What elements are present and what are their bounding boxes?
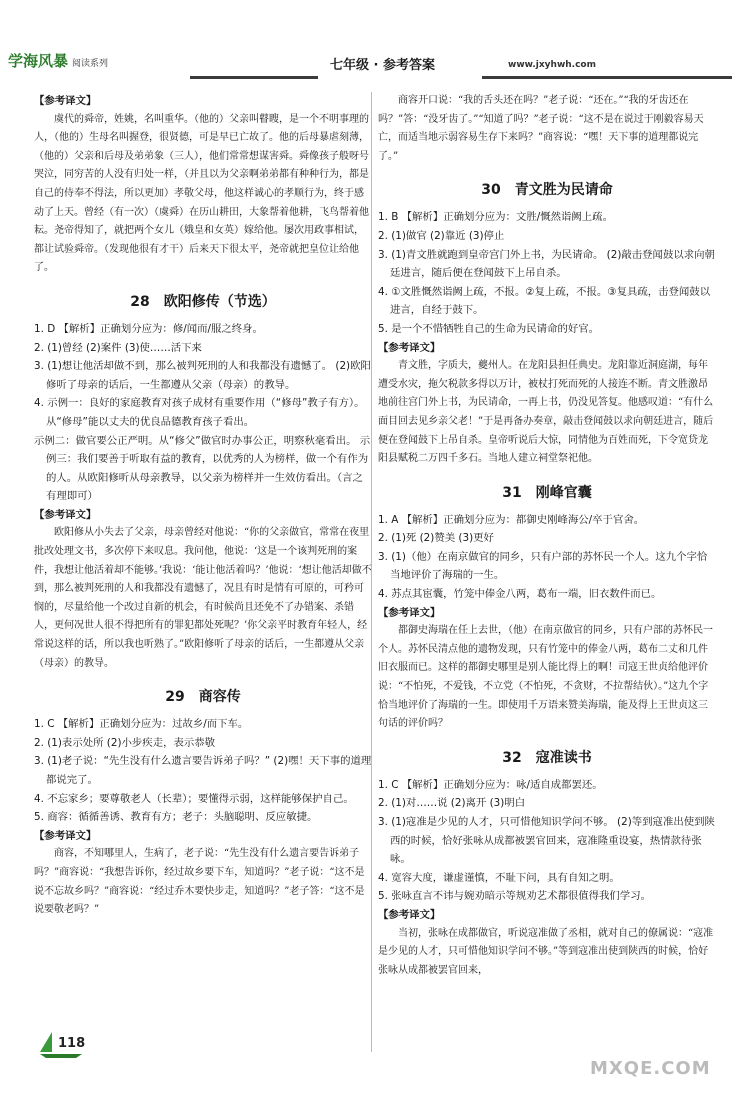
answer-item: 5. 是一个不惜牺牲自己的生命为民请命的好官。 [378,322,600,335]
translation-label: 【参考译文】 [34,829,97,842]
translation-text: 青文胜，字质夫，夔州人。在龙阳县担任典史。龙阳靠近洞庭湖，每年遭受水灾，拖欠税款多得以万计，被杖打死而死的人接连不断。青文胜激昂地前往宫门外上书，为民请命，一再上书，仍没见答复。他感叹道：“有什么面目回去见乡亲父老！”于是再备办奏章，敲击登闻鼓以求向朝廷进言，随后便在登闻鼓下上吊自杀。皇帝听说后大惊，同情他为百姓而死，下令宽贷龙阳县赋税二万四千多石。当地人建立祠堂祭祀他。 [378,360,714,465]
answer-item: 1. A 【解析】正确划分应为：都御史刚峰海公/卒于官舍。 [378,513,645,526]
answer-item: 4. 不忘家乡；要尊敬老人（长辈）；要懂得示弱，这样能够保护自己。 [34,792,354,805]
answer-item: 5. 商容：循循善诱、教育有方；老子：头脑聪明、反应敏捷。 [34,811,318,824]
section-number: 32 [502,749,522,766]
watermark-text: MXQE.COM [590,1058,711,1079]
translation-text: 商容，不知哪里人，生病了，老子说：“先生没有什么遗言要告诉弟子吗？”商容说：“我想告诉你，经过故乡要下车，知道吗？”老子说：“这不是说不忘故乡吗？”商容说：“经过乔木要快步走，知道吗？”老子答：“这不是说要敬老吗？” [34,848,365,916]
translation-text: 当初，张咏在成都做官，听说寇准做了丞相，就对自己的僚属说：“寇准是少见的人才，只可惜他知识学问不够。”等到寇准出使到陕西的时候，恰好张咏从成都被罢官回来， [378,927,714,976]
section-title: 青文胜为民请命 [514,182,613,199]
section-number: 28 [130,293,150,310]
grade-label: 七年级 · 参考答案 [330,58,435,73]
section-32-heading [378,748,716,768]
translation-label: 【参考译文】 [34,508,97,521]
answer-item: 示例二：做官要公正严明。从“修父”做官时办事公正，明察秋毫看出。 示例三：我们要善于听取有益的教育，以优秀的人为榜样，做一个有作为的人。从欧阳修听从母亲教导，以父亲为榜样并一生效仿看出。（言之有理即可） [34,434,371,503]
answer-item: 3. (1)寇准是少见的人才，只可惜他知识学问不够。 (2)等到寇准出使到陕西的时候，恰好张咏从成都被罢官回来，寇准隆重设宴，热情款待张咏。 [378,816,715,866]
page-number: 118 [58,1036,86,1051]
answer-item: 1. D 【解析】正确划分应为：修/闻而/服之终身。 [34,322,263,335]
answer-item: 1. C 【解析】正确划分应为：过故乡/而下车。 [34,718,249,731]
translation-label: 【参考译文】 [378,606,441,619]
answer-item: 3. (1)青文胜就跑到皇帝宫门外上书，为民请命。 (2)敲击登闻鼓以求向朝廷进言，随后便在登闻鼓下上吊自杀。 [378,248,715,280]
answer-item: 3. (1)想让他活却做不到，那么被判死刑的人和我都没有遗憾了。 (2)欧阳修听了母亲的话后，一生都遵从父亲（母亲）的教导。 [34,360,371,391]
answer-item: 3. (1)（他）在南京做官的同乡，只有户部的苏怀民一个人。这九个字恰当地评价了海瑞的一生。 [378,550,708,582]
answer-item: 4. 苏点其宦囊，竹笼中俸金八两，葛布一端，旧衣数件而已。 [378,588,662,601]
answer-item: 2. (1)对……说 (2)离开 (3)明白 [378,797,526,810]
header-rule-right [482,76,732,79]
series-logo [8,50,108,71]
top-translation-label: 【参考译文】 [34,95,97,107]
section-title: 刚峰官囊 [535,484,592,501]
answer-item: 2. (1)曾经 (2)案件 (3)使……活下来 [34,341,202,354]
section-title: 商容传 [198,689,241,706]
left-column [34,92,372,920]
answer-item: 4. 示例一：良好的家庭教育对孩子成材有重要作用（“修母”教子有方）。从“修母”能以丈夫的优良品德教育孩子看出。 [34,397,365,428]
answer-item: 4. 宽容大度，谦虚谨慎，不耻下问，具有自知之明。 [378,871,620,884]
header-rule-left [190,76,318,79]
section-29-heading [34,687,372,707]
page-header [0,0,750,86]
section-number: 31 [502,484,522,501]
translation-text: 都御史海瑞在任上去世，（他）在南京做官的同乡，只有户部的苏怀民一个人。苏怀民清点他的遗物发现，只有竹笼中的俸金八两，葛布二丈和几件旧衣服而已。这样的都御史哪里是别人能比得上的啊！司寇王世贞给他评价说：“不怕死，不爱钱，不立党（不怕死，不贪财，不拉帮结伙）。”这九个字恰当地评价了海瑞的一生。即使用千万语来赞美海瑞，能及得上王世贞这三句话的评价吗？ [378,625,713,730]
section-title: 寇准读书 [535,749,592,766]
answer-item: 3. (1)老子说：“先生没有什么遗言要告诉弟子吗？” (2)嘿！天下事的道理都说完了。 [34,755,372,786]
section-number: 30 [481,182,501,199]
answer-item: 2. (1)表示处所 (2)小步疾走，表示恭敬 [34,736,216,749]
translation-label: 【参考译文】 [378,341,441,354]
right-column [378,92,716,980]
site-url: www.jxyhwh.com [508,60,596,70]
answer-item: 1. B 【解析】正确划分应为：文胜/慨然诣阙上疏。 [378,211,613,224]
section-31-heading [378,483,716,503]
translation-label: 【参考译文】 [378,908,441,921]
top-translation: 商容开口说：“我的舌头还在吗？”老子说：“还在。”“我的牙齿还在吗？”答：“没牙齿了。”“知道了吗？”老子说：“这不是在说过于刚毅容易天亡，而适当地示弱容易生存下来吗？”商容说：“嘿！天下事的道理都说完了。” [378,95,704,162]
logo-text: 学海风暴 [8,52,69,70]
answer-item: 2. (1)做官 (2)靠近 (3)停止 [378,229,505,242]
section-title: 欧阳修传（节选） [163,293,276,310]
translation-text: 欧阳修从小失去了父亲，母亲曾经对他说：“你的父亲做官，常常在夜里批改处理文书，多次停下来叹息。我问他，他说：‘这是一个该判死刑的案件，我想让他活着却不能够。’我说：‘能让他活着吗？’他说：‘想让他活却做不到，那么被判死刑的人和我都没有遗憾了，况且有时是情有可原的，可矜可悯的，尽量给他一个改过自新的机会，有时候尚且还免不了办错案、杀错人，更何况世人很不得把所有的罪犯都处死呢？’你父亲平时教育年轻人，经常说这样的话，所以我也听熟了。”欧阳修听了母亲的话后，一生都遵从父亲（母亲）的教导。 [34,527,372,669]
top-translation: 虞代的舜帝，姓姚，名叫重华。（他的）父亲叫瞽瞍，是一个不明事理的人，（他的）生母名叫握登，很贤德，可是早已亡故了。他的后母暴虐刻薄，（他的）父亲和后母及弟弟象（三人），他们常常想谋害舜。舜像孩子般呀号哭泣，同穷苦的人没有归处一样，（并且以为父亲啊弟弟都有种种行为，都是自己的侍奉不得法，所以更加）孝敬父母，他这样诚心的孝顺行为，终于感动了上天。曾经（有一次）（虞舜）在历山耕田，大象帮着他耕，飞鸟帮着他耘。尧帝得知了，就把两个女儿（娥皇和女英）嫁给他。屡次用政事相试，都让试验舜帝。（发现他很有才干）后来天下很太平，尧帝就把皇位让给他了。 [34,113,369,274]
page-number-badge [36,1028,86,1058]
section-28-heading [34,292,372,312]
answer-item: 4. ①文胜慨然诣阙上疏，不报。②复上疏，不报。③复具疏，击登闻鼓以进言，自经于鼓下。 [378,285,711,317]
series-name: 阅读系列 [72,59,109,69]
answer-item: 2. (1)死 (2)赞美 (3)更好 [378,532,494,545]
answer-item: 1. C 【解析】正确划分应为：咏/适自成都罢还。 [378,778,603,791]
section-30-heading [378,180,716,200]
section-number: 29 [165,689,185,706]
answer-item: 5. 张咏直言不讳与婉劝暗示等规劝艺术都很值得我们学习。 [378,890,651,903]
